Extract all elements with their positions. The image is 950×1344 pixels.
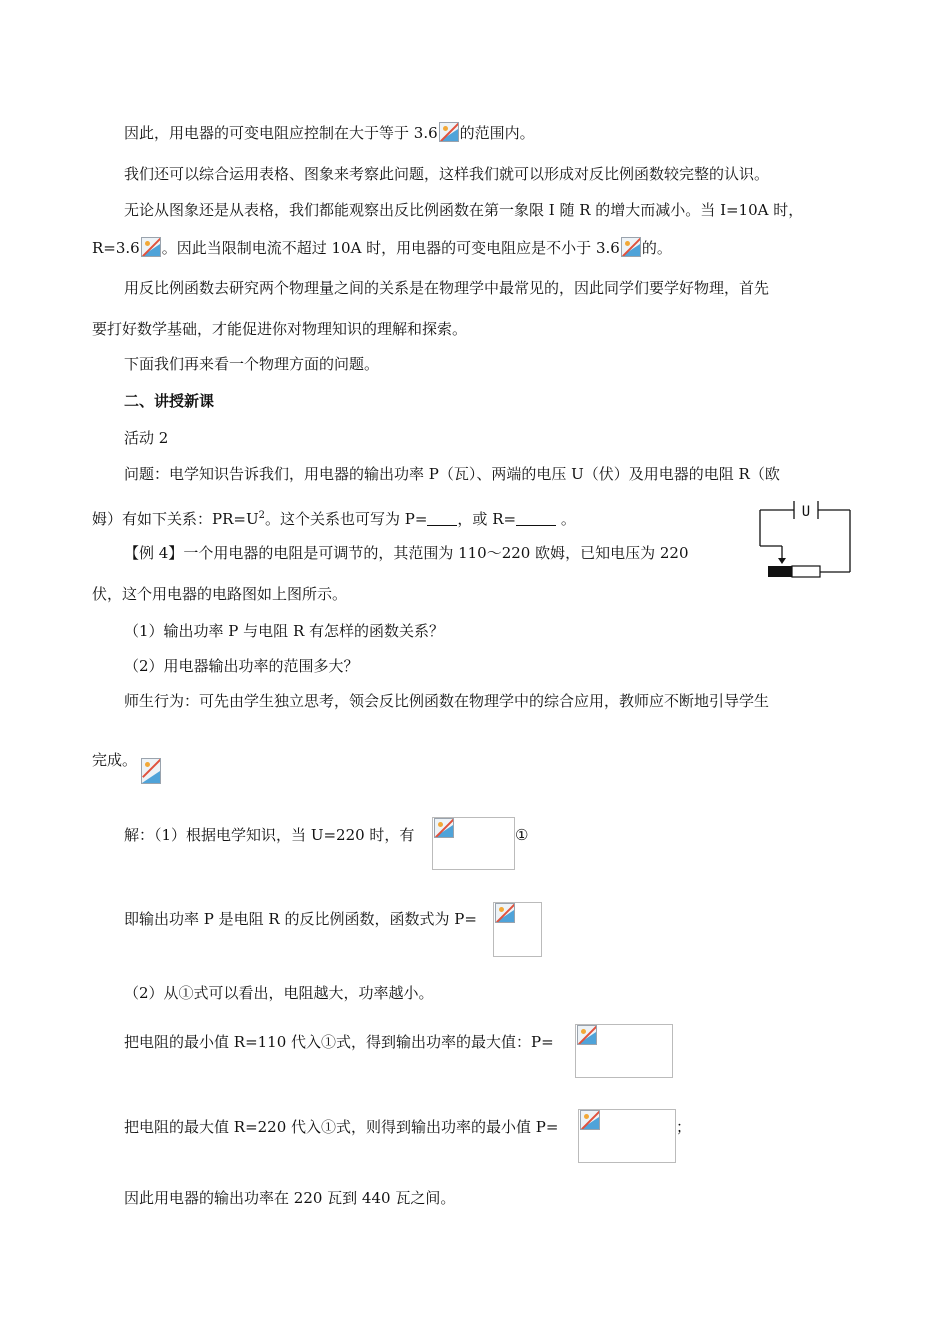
broken-image-icon [495,903,515,923]
example-line-1: 【例 4】一个用电器的电阻是可调节的，其范围为 110～220 欧姆，已知电压为 220 [124,544,689,562]
solution-line-5: 把电阻的最大值 R=220 代入①式，则得到输出功率的最小值 P= [124,1118,559,1136]
voltage-label: U [801,504,811,520]
semicolon: ； [676,1118,692,1136]
broken-image-icon [577,1025,597,1045]
broken-image-icon [621,237,641,257]
example-line-2: 伏，这个用电器的电路图如上图所示。 [92,585,348,603]
question-line-2: 姆）有如下关系：$PR=U^2$。这个关系也可写为 P= ，或 R= 。 [92,510,576,528]
broken-image-icon [439,122,459,142]
solution-line-6: 因此用电器的输出功率在 220 瓦到 440 瓦之间。 [124,1189,456,1207]
circuit-diagram [756,496,856,580]
formula-image-1 [432,817,515,870]
formula-image-3 [575,1024,673,1078]
blank-r [516,511,556,526]
formula-image-2 [493,902,542,957]
blank-p [427,511,457,526]
sub-question-2: （2）用电器输出功率的范围多大？ [124,657,359,675]
line-6: 要打好数学基础，才能促进你对物理知识的理解和探索。 [92,320,468,338]
line-2: 我们还可以综合运用表格、图象来考察此问题，这样我们就可以形成对反比例函数较完整的认识。 [124,165,770,183]
solution-line-1: 解：（1）根据电学知识，当 U=220 时，有 [124,826,415,844]
sub-question-1: （1）输出功率 P 与电阻 R 有怎样的函数关系？ [124,622,445,640]
broken-image-icon [141,237,161,257]
activity-line-1: 师生行为：可先由学生独立思考，领会反比例函数在物理学中的综合应用，教师应不断地引导学生 [124,692,770,710]
broken-image-icon [434,818,454,838]
line-7: 下面我们再来看一个物理方面的问题。 [124,355,380,373]
section-heading: 二、讲授新课 [124,392,215,410]
solution-line-2: 即输出功率 P 是电阻 R 的反比例函数，函数式为 P= [124,910,477,928]
line-3: 无论从图象还是从表格，我们都能观察出反比例函数在第一象限 I 随 R 的增大而减小。当 I=10A 时， [124,201,804,219]
question-line-1: 问题：电学知识告诉我们，用电器的输出功率 P（瓦）、两端的电压 U（伏）及用电器的电阻 R（欧 [124,465,780,483]
formula-image-4 [578,1109,676,1163]
equation-marker: ① [515,826,529,844]
activity-line-2: 完成。 [92,751,138,769]
activity-label: 活动 2 [124,429,169,447]
broken-image-icon [141,758,161,784]
line-4: R=3.6 。因此当限制电流不超过 10A 时，用电器的可变电阻应是不小于 3.6 的。 [92,239,672,257]
broken-image-icon [580,1110,600,1130]
solution-line-4: 把电阻的最小值 R=110 代入①式，得到输出功率的最大值：P= [124,1033,554,1051]
line-5: 用反比例函数去研究两个物理量之间的关系是在物理学中最常见的，因此同学们要学好物理，首先 [124,279,770,297]
line-1: 因此，用电器的可变电阻应控制在大于等于 3.6 的范围内。 [124,124,535,142]
solution-line-3: （2）从①式可以看出，电阻越大，功率越小。 [124,984,434,1002]
